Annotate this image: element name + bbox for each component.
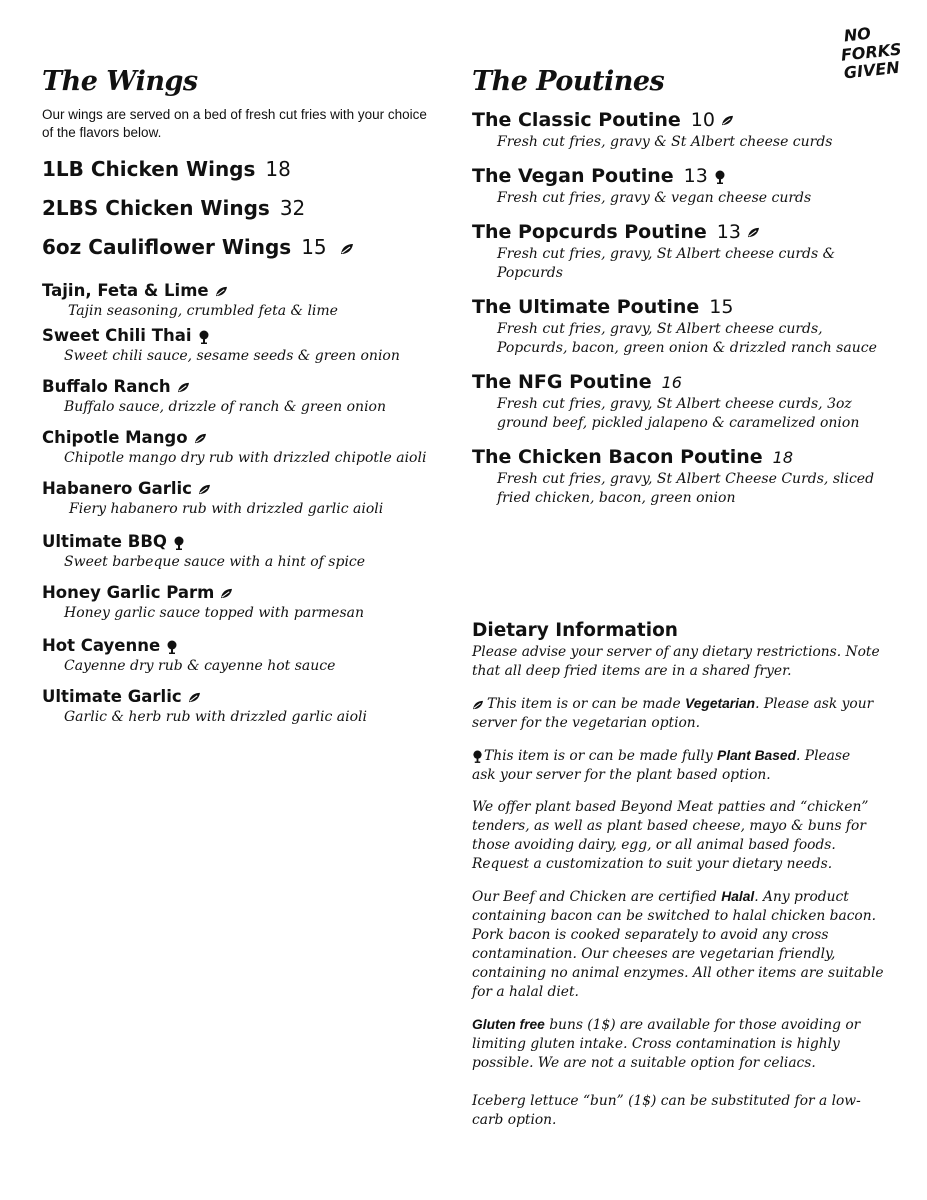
wings-size-list	[42, 156, 442, 260]
poutine-item	[472, 445, 892, 508]
svg-text:GIVEN: GIVEN	[842, 57, 901, 80]
flavor-name: Habanero Garlic	[42, 479, 192, 498]
poutine-item	[472, 164, 892, 208]
flavor-description: Buffalo sauce, drizzle of ranch & green onion	[64, 399, 386, 415]
dietary-note-lettuce-bun: Iceberg lettuce “bun” (1$) can be substituted for a low-carb option.	[472, 1093, 861, 1128]
flavor-item	[42, 686, 442, 727]
menu-item-wings-2lbs: 2LBS Chicken Wings 32	[42, 196, 306, 220]
tree-icon	[472, 750, 483, 763]
leaf-icon	[198, 484, 211, 495]
flavor-item	[42, 635, 442, 676]
flavor-item	[42, 531, 442, 572]
poutine-item	[472, 370, 892, 433]
wings-title: The Wings	[42, 66, 198, 97]
dietary-note-shared-fryer: Please advise your server of any dietary restrictions. Note that all deep fried items are in a shared fryer.	[472, 644, 880, 679]
leaf-icon	[177, 382, 190, 393]
leaf-icon	[721, 115, 734, 126]
leaf-icon	[747, 227, 760, 238]
dietary-note-gluten-free: Gluten free buns (1$) are available for those avoiding or limiting gluten intake. Cross contamination is highly possible. We are not a suitable option for celiacs.	[472, 1017, 861, 1071]
flavor-description: Chipotle mango dry rub with drizzled chipotle aioli	[64, 450, 427, 466]
item-price: 18	[265, 157, 291, 181]
leaf-icon	[340, 243, 354, 255]
dietary-info	[472, 619, 887, 1130]
flavor-name: Tajin, Feta & Lime	[42, 281, 209, 300]
poutines-section	[472, 64, 892, 1128]
poutine-description: Fresh cut fries, gravy, St Albert cheese curds, Popcurds, bacon, green onion & drizzled ranch sauce	[497, 321, 877, 356]
flavor-item	[42, 582, 442, 623]
flavor-item	[42, 478, 442, 519]
leaf-icon	[220, 588, 233, 599]
menu-item-wings-1lb: 1LB Chicken Wings 18	[42, 157, 291, 181]
flavor-list	[42, 280, 442, 727]
flavor-name: Honey Garlic Parm	[42, 583, 215, 602]
poutine-name: The Popcurds Poutine	[472, 221, 707, 243]
item-price: 18	[772, 448, 794, 467]
svg-text:FORKS: FORKS	[839, 39, 903, 65]
poutine-item	[472, 220, 892, 283]
item-price: 15	[301, 235, 327, 259]
flavor-item	[42, 280, 442, 321]
poutine-name: The Ultimate Poutine	[472, 296, 700, 318]
poutine-name: The Vegan Poutine	[472, 165, 674, 187]
flavor-name: Chipotle Mango	[42, 428, 188, 447]
poutine-item	[472, 295, 892, 358]
svg-text:NO: NO	[842, 24, 872, 46]
menu-item-cauliflower-wings: 6oz Cauliflower Wings 15	[42, 234, 442, 260]
poutines-title: The Poutines	[472, 66, 665, 97]
flavor-description: Tajin seasoning, crumbled feta & lime	[68, 303, 338, 319]
flavor-description: Garlic & herb rub with drizzled garlic aioli	[64, 709, 367, 725]
poutine-description: Fresh cut fries, gravy, St Albert cheese curds, 3oz ground beef, pickled jalapeno & caramelized onion	[497, 396, 860, 431]
flavor-name: Hot Cayenne	[42, 636, 161, 655]
dietary-title: Dietary Information	[472, 620, 678, 641]
tree-icon	[714, 170, 726, 184]
dietary-note-plant-options: We offer plant based Beyond Meat patties and “chicken” tenders, as well as plant based cheese, mayo & buns for those avoiding dairy, egg, or all animal based foods. Request a customization to suit your dietary needs.	[472, 799, 869, 872]
poutine-name: The Chicken Bacon Poutine	[472, 446, 763, 468]
flavor-description: Honey garlic sauce topped with parmesan	[64, 605, 365, 621]
tree-icon	[198, 330, 210, 344]
flavor-description: Fiery habanero rub with drizzled garlic aioli	[69, 501, 384, 517]
item-price: 32	[279, 196, 306, 220]
item-price: 16	[661, 373, 682, 392]
dietary-note-vegetarian: This item is or can be made Vegetarian. Please ask your server for the vegetarian option.	[472, 696, 874, 731]
leaf-icon	[472, 700, 484, 710]
item-price: 13	[683, 165, 708, 187]
leaf-icon	[215, 286, 228, 297]
dietary-note-plant-based: This item is or can be made fully Plant Based. Please ask your server for the plant based option.	[472, 748, 851, 783]
leaf-icon	[194, 433, 207, 444]
leaf-icon	[188, 692, 201, 703]
flavor-item	[42, 376, 442, 417]
flavor-name: Ultimate BBQ	[42, 532, 167, 551]
item-price: 15	[709, 296, 734, 318]
wings-intro: Our wings are served on a bed of fresh cut fries with your choice of the flavors below.	[42, 107, 427, 140]
flavor-name: Sweet Chili Thai	[42, 326, 192, 345]
flavor-description: Cayenne dry rub & cayenne hot sauce	[64, 658, 336, 674]
poutine-description: Fresh cut fries, gravy, St Albert Cheese Curds, sliced fried chicken, bacon, green onion	[497, 471, 875, 506]
poutine-name: The NFG Poutine	[472, 371, 652, 393]
poutine-name: The Classic Poutine	[472, 109, 681, 131]
flavor-name: Ultimate Garlic	[42, 687, 182, 706]
tree-icon	[166, 640, 178, 654]
flavor-name: Buffalo Ranch	[42, 377, 171, 396]
flavor-item	[42, 427, 442, 468]
item-price: 13	[716, 221, 741, 243]
poutine-description: Fresh cut fries, gravy, St Albert cheese curds & Popcurds	[497, 246, 836, 281]
flavor-description: Sweet chili sauce, sesame seeds & green onion	[64, 348, 400, 364]
poutine-description: Fresh cut fries, gravy & St Albert cheese curds	[497, 134, 833, 150]
dietary-note-halal: Our Beef and Chicken are certified Halal. Any product containing bacon can be switched to halal chicken bacon. Pork bacon is cooked separately to avoid any cross contamination. Our cheeses are vegetarian friendly, containing no animal enzymes. All other items are suitable for a halal diet.	[472, 889, 884, 1000]
wings-section	[42, 64, 442, 727]
tree-icon	[173, 536, 185, 550]
item-price: 10	[690, 109, 715, 131]
poutine-list	[472, 108, 892, 508]
poutine-item	[472, 108, 892, 152]
flavor-description: Sweet barbeque sauce with a hint of spice	[64, 554, 366, 570]
flavor-item	[42, 325, 442, 366]
poutine-description: Fresh cut fries, gravy & vegan cheese curds	[497, 190, 812, 206]
